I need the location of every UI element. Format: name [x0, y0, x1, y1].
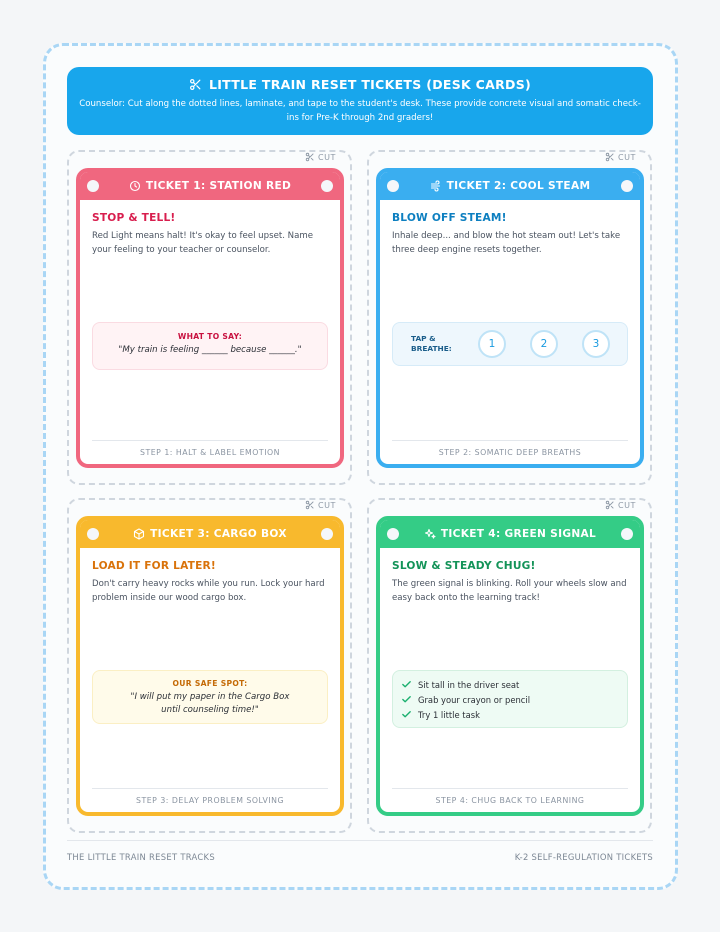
- punch-hole: [621, 528, 633, 540]
- footer-left: THE LITTLE TRAIN RESET TRACKS: [67, 852, 215, 862]
- ticket-header-label: TICKET 3: CARGO BOX: [150, 528, 287, 540]
- breath-circle-2[interactable]: 2: [530, 330, 558, 358]
- ticket-header-label: TICKET 4: GREEN SIGNAL: [440, 528, 597, 540]
- cut-label-2: CUT: [605, 152, 636, 162]
- ticket-green-signal: [376, 516, 644, 816]
- clock-icon: [129, 180, 141, 192]
- punch-hole: [321, 180, 333, 192]
- punch-hole: [87, 180, 99, 192]
- box-label: OUR SAFE SPOT:: [172, 679, 248, 688]
- task-checklist: [392, 670, 628, 728]
- ticket-footer: STEP 2: SOMATIC DEEP BREATHS: [392, 440, 628, 464]
- footer-divider: [67, 840, 653, 841]
- punch-hole: [387, 528, 399, 540]
- punch-hole: [321, 528, 333, 540]
- check-icon: [401, 694, 412, 705]
- ticket-header-label: TICKET 2: COOL STEAM: [446, 180, 591, 192]
- punch-hole: [87, 528, 99, 540]
- scissors-icon: [605, 152, 615, 162]
- ticket-footer: STEP 4: CHUG BACK TO LEARNING: [392, 788, 628, 812]
- box-label: WHAT TO SAY:: [177, 332, 243, 341]
- box-text: "I will put my paper in the Cargo Box until counseling time!": [130, 692, 290, 715]
- scissors-icon: [305, 500, 315, 510]
- what-to-say-box: [92, 322, 328, 370]
- checklist-item: Try 1 little task: [401, 707, 627, 722]
- ticket-header-label: TICKET 1: STATION RED: [145, 180, 292, 192]
- ticket-header: [80, 520, 340, 548]
- tap-and-breathe-box: [392, 322, 628, 366]
- ticket-title: SLOW & STEADY CHUG!: [392, 560, 536, 572]
- cut-label-3: CUT: [305, 500, 336, 510]
- checklist-item: Sit tall in the driver seat: [401, 677, 627, 692]
- cut-label-1: CUT: [305, 152, 336, 162]
- safe-spot-box: [92, 670, 328, 724]
- ticket-description: Don't carry heavy rocks while you run. Lock your hard problem inside our wood cargo box.: [92, 579, 325, 603]
- breath-circle-1[interactable]: 1: [478, 330, 506, 358]
- scissors-icon: [305, 152, 315, 162]
- ticket-title: LOAD IT FOR LATER!: [92, 560, 216, 572]
- ticket-station-red: [76, 168, 344, 468]
- scissors-icon: [189, 78, 202, 91]
- ticket-description: Red Light means halt! It's okay to feel upset. Name your feeling to your teacher or counselor.: [92, 231, 314, 255]
- ticket-title: BLOW OFF STEAM!: [392, 212, 507, 224]
- scissors-icon: [605, 500, 615, 510]
- ticket-cool-steam: [376, 168, 644, 468]
- ticket-footer: STEP 1: HALT & LABEL EMOTION: [92, 440, 328, 464]
- box-icon: [133, 528, 145, 540]
- check-icon: [401, 679, 412, 690]
- punch-hole: [621, 180, 633, 192]
- page-title: LITTLE TRAIN RESET TICKETS (DESK CARDS): [208, 77, 532, 92]
- sparkle-icon: [424, 528, 436, 540]
- ticket-cargo-box: [76, 516, 344, 816]
- punch-hole: [387, 180, 399, 192]
- ticket-footer: STEP 3: DELAY PROBLEM SOLVING: [92, 788, 328, 812]
- breathe-label: TAP & BREATHE:: [411, 334, 452, 353]
- breath-circle-3[interactable]: 3: [582, 330, 610, 358]
- box-text: "My train is feeling ______ because ______.": [118, 345, 302, 355]
- ticket-description: Inhale deep... and blow the hot steam out! Let's take three deep engine resets together.: [392, 231, 621, 255]
- ticket-header: [80, 172, 340, 200]
- cut-label-4: CUT: [605, 500, 636, 510]
- ticket-description: The green signal is blinking. Roll your wheels slow and easy back onto the learning track!: [392, 579, 627, 603]
- checklist-item: Grab your crayon or pencil: [401, 692, 627, 707]
- ticket-header: [380, 520, 640, 548]
- page-header: [67, 67, 653, 135]
- footer-right: K-2 SELF-REGULATION TICKETS: [514, 852, 653, 862]
- ticket-header: [380, 172, 640, 200]
- page-subtitle: Counselor: Cut along the dotted lines, laminate, and tape to the student's desk. These provide concrete visual and somatic check-ins for Pre-K through 2nd graders!: [79, 99, 641, 123]
- ticket-title: STOP & TELL!: [92, 212, 176, 224]
- wind-icon: [430, 180, 442, 192]
- check-icon: [401, 709, 412, 720]
